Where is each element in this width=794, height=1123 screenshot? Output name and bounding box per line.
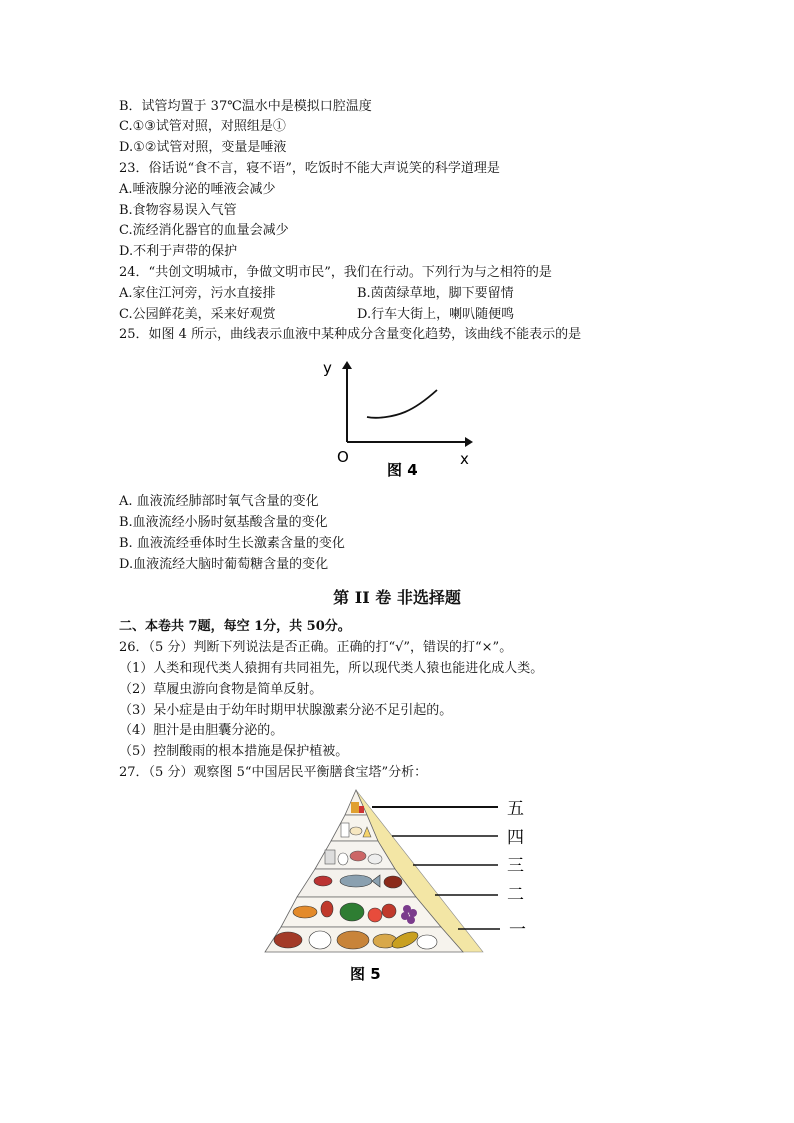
trend-curve — [367, 390, 437, 418]
q24-option-b: B.茵茵绿草地，脚下要留情 — [357, 286, 514, 301]
q26-stem: 26．（5 分）判断下列说法是否正确。正确的打“√”，错误的打“×”。 — [119, 640, 513, 655]
origin-label: O — [337, 448, 349, 466]
q23-option-b: B.食物容易误入气管 — [119, 203, 237, 218]
level-3-label: 三 — [507, 856, 524, 876]
q26-item-2: （2）草履虫游向食物是简单反射。 — [119, 682, 323, 697]
q26-item-3: （3）呆小症是由于幼年时期甲状腺激素分泌不足引起的。 — [119, 703, 453, 718]
figure-5-food-pyramid — [255, 785, 545, 990]
x-axis-arrow-icon — [465, 437, 473, 447]
q25-option-b2: B. 血液流经垂体时生长激素含量的变化 — [119, 536, 345, 551]
q23-option-a: A.唾液腺分泌的唾液会减少 — [119, 182, 276, 197]
figure-4-caption: 图 4 — [387, 461, 418, 479]
q24-option-c: C.公园鲜花美，采来好观赏 — [119, 307, 276, 322]
q22-option-b: B．试管均置于 37℃温水中是模拟口腔温度 — [119, 99, 372, 114]
q22-option-d: D.①②试管对照，变量是唾液 — [119, 140, 287, 155]
q27-stem: 27．（5 分）观察图 5“中国居民平衡膳食宝塔”分析： — [119, 765, 428, 780]
figure-5-caption: 图 5 — [350, 965, 381, 983]
x-axis-label: x — [460, 450, 469, 468]
q26-item-5: （5）控制酸雨的根本措施是保护植被。 — [119, 744, 349, 759]
q23-option-c: C.流经消化器官的血量会减少 — [119, 223, 289, 238]
y-axis-arrow-icon — [342, 361, 352, 369]
q23-stem: 23．俗话说“食不言，寝不语”，吃饭时不能大声说笑的科学道理是 — [119, 161, 500, 176]
level-2-label: 二 — [507, 885, 524, 905]
level-5-label: 五 — [507, 799, 524, 819]
q24-option-a: A.家住江河旁，污水直接排 — [119, 286, 276, 301]
q23-option-d: D.不利于声带的保护 — [119, 244, 238, 259]
level-1-label: 一 — [509, 920, 526, 940]
q24-option-d: D.行车大街上，喇叭随便鸣 — [357, 307, 515, 322]
q25-option-a: A. 血液流经肺部时氧气含量的变化 — [119, 494, 319, 509]
y-axis-label: y — [323, 359, 332, 377]
section-2-intro: 二、本卷共 7题，每空 1分，共 50分。 — [119, 619, 351, 634]
q26-item-1: （1）人类和现代类人猿拥有共同祖先，所以现代类人猿也能进化成人类。 — [119, 661, 544, 676]
level-4-label: 四 — [507, 828, 524, 848]
q25-option-b: B.血液流经小肠时氨基酸含量的变化 — [119, 515, 328, 530]
q22-option-c: C.①③试管对照，对照组是① — [119, 119, 286, 134]
figure-4-graph — [315, 355, 485, 485]
q25-option-d: D.血液流经大脑时葡萄糖含量的变化 — [119, 557, 329, 572]
section-2-title: 第 II 卷 非选择题 — [333, 588, 461, 607]
q25-stem: 25．如图 4 所示，曲线表示血液中某种成分含量变化趋势，该曲线不能表示的是 — [119, 327, 582, 342]
q26-item-4: （4）胆汁是由胆囊分泌的。 — [119, 723, 284, 738]
q24-stem: 24．“共创文明城市，争做文明市民”，我们在行动。下列行为与之相符的是 — [119, 265, 552, 280]
